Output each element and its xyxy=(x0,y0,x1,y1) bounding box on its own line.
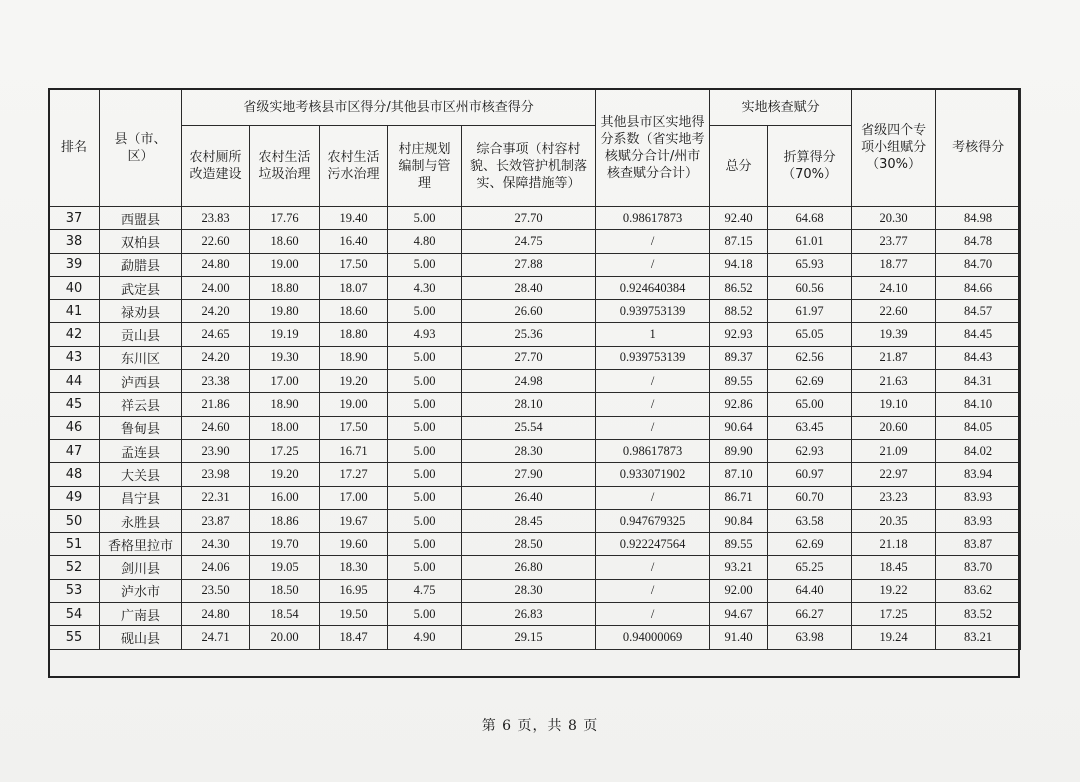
cell-coef: / xyxy=(596,486,710,509)
cell-total: 89.37 xyxy=(710,346,768,369)
cell-special: 18.45 xyxy=(852,556,936,579)
cell-conv: 62.69 xyxy=(768,370,852,393)
cell-rank: 51 xyxy=(49,533,100,556)
cell-comp: 26.60 xyxy=(462,300,596,323)
cell-garbage: 17.00 xyxy=(250,370,320,393)
cell-toilet: 23.50 xyxy=(182,579,250,602)
cell-comp: 28.45 xyxy=(462,509,596,532)
cell-coef: / xyxy=(596,603,710,626)
cell-rank: 43 xyxy=(49,346,100,369)
cell-comp: 27.70 xyxy=(462,207,596,230)
cell-comp: 25.54 xyxy=(462,416,596,439)
cell-rank: 54 xyxy=(49,603,100,626)
header-county: 县（市、区） xyxy=(100,89,182,207)
cell-planning: 5.00 xyxy=(388,439,462,462)
cell-special: 21.63 xyxy=(852,370,936,393)
cell-total: 93.21 xyxy=(710,556,768,579)
cell-coef: 0.98617873 xyxy=(596,439,710,462)
table-row xyxy=(49,533,1021,556)
table-body xyxy=(49,207,1021,650)
cell-total: 90.64 xyxy=(710,416,768,439)
cell-coef: / xyxy=(596,370,710,393)
cell-toilet: 24.30 xyxy=(182,533,250,556)
cell-garbage: 19.19 xyxy=(250,323,320,346)
cell-conv: 63.58 xyxy=(768,509,852,532)
cell-sewage: 18.60 xyxy=(320,300,388,323)
cell-rank: 47 xyxy=(49,439,100,462)
cell-toilet: 23.87 xyxy=(182,509,250,532)
cell-conv: 63.98 xyxy=(768,626,852,649)
cell-final: 84.10 xyxy=(936,393,1021,416)
cell-garbage: 18.50 xyxy=(250,579,320,602)
cell-comp: 28.50 xyxy=(462,533,596,556)
cell-planning: 5.00 xyxy=(388,393,462,416)
table-row xyxy=(49,463,1021,486)
cell-toilet: 24.06 xyxy=(182,556,250,579)
cell-special: 18.77 xyxy=(852,253,936,276)
cell-county: 大关县 xyxy=(100,463,182,486)
cell-county: 鲁甸县 xyxy=(100,416,182,439)
cell-garbage: 18.90 xyxy=(250,393,320,416)
cell-toilet: 24.71 xyxy=(182,626,250,649)
cell-conv: 64.40 xyxy=(768,579,852,602)
cell-planning: 5.00 xyxy=(388,346,462,369)
header-rank: 排名 xyxy=(49,89,100,207)
cell-toilet: 23.90 xyxy=(182,439,250,462)
cell-total: 89.55 xyxy=(710,533,768,556)
cell-conv: 62.69 xyxy=(768,533,852,556)
cell-special: 22.97 xyxy=(852,463,936,486)
cell-conv: 60.56 xyxy=(768,276,852,299)
cell-coef: 0.939753139 xyxy=(596,346,710,369)
cell-toilet: 21.86 xyxy=(182,393,250,416)
cell-garbage: 19.20 xyxy=(250,463,320,486)
cell-conv: 65.25 xyxy=(768,556,852,579)
cell-county: 双柏县 xyxy=(100,230,182,253)
table-row xyxy=(49,416,1021,439)
header-comprehensive: 综合事项（村容村貌、长效管护机制落实、保障措施等） xyxy=(462,126,596,207)
cell-total: 86.52 xyxy=(710,276,768,299)
cell-total: 92.40 xyxy=(710,207,768,230)
cell-total: 90.84 xyxy=(710,509,768,532)
table-row xyxy=(49,626,1021,649)
cell-final: 84.70 xyxy=(936,253,1021,276)
cell-garbage: 19.80 xyxy=(250,300,320,323)
cell-rank: 41 xyxy=(49,300,100,323)
cell-toilet: 24.00 xyxy=(182,276,250,299)
header-final: 考核得分 xyxy=(936,89,1021,207)
cell-planning: 5.00 xyxy=(388,416,462,439)
cell-rank: 49 xyxy=(49,486,100,509)
cell-garbage: 19.70 xyxy=(250,533,320,556)
cell-sewage: 19.20 xyxy=(320,370,388,393)
cell-comp: 29.15 xyxy=(462,626,596,649)
cell-special: 20.60 xyxy=(852,416,936,439)
table-row xyxy=(49,300,1021,323)
header-converted: 折算得分（70%） xyxy=(768,126,852,207)
cell-county: 武定县 xyxy=(100,276,182,299)
cell-conv: 60.70 xyxy=(768,486,852,509)
cell-coef: / xyxy=(596,230,710,253)
cell-planning: 5.00 xyxy=(388,556,462,579)
cell-rank: 50 xyxy=(49,509,100,532)
cell-toilet: 22.60 xyxy=(182,230,250,253)
cell-sewage: 17.50 xyxy=(320,416,388,439)
cell-coef: / xyxy=(596,579,710,602)
cell-county: 香格里拉市 xyxy=(100,533,182,556)
cell-planning: 5.00 xyxy=(388,300,462,323)
cell-total: 92.86 xyxy=(710,393,768,416)
cell-comp: 24.75 xyxy=(462,230,596,253)
cell-toilet: 23.83 xyxy=(182,207,250,230)
cell-comp: 27.70 xyxy=(462,346,596,369)
cell-garbage: 18.54 xyxy=(250,603,320,626)
cell-garbage: 17.76 xyxy=(250,207,320,230)
cell-special: 23.23 xyxy=(852,486,936,509)
cell-total: 89.90 xyxy=(710,439,768,462)
header-field-group: 实地核查赋分 xyxy=(710,89,852,126)
table-row xyxy=(49,276,1021,299)
cell-final: 84.66 xyxy=(936,276,1021,299)
header-special: 省级四个专项小组赋分（30%） xyxy=(852,89,936,207)
cell-conv: 63.45 xyxy=(768,416,852,439)
cell-toilet: 23.98 xyxy=(182,463,250,486)
table-row xyxy=(49,323,1021,346)
cell-rank: 40 xyxy=(49,276,100,299)
cell-comp: 27.88 xyxy=(462,253,596,276)
cell-sewage: 18.47 xyxy=(320,626,388,649)
cell-special: 20.30 xyxy=(852,207,936,230)
cell-comp: 24.98 xyxy=(462,370,596,393)
cell-garbage: 18.00 xyxy=(250,416,320,439)
table-row xyxy=(49,556,1021,579)
cell-sewage: 18.80 xyxy=(320,323,388,346)
cell-final: 84.05 xyxy=(936,416,1021,439)
cell-final: 83.70 xyxy=(936,556,1021,579)
header-planning: 村庄规划编制与管理 xyxy=(388,126,462,207)
cell-rank: 38 xyxy=(49,230,100,253)
cell-conv: 61.97 xyxy=(768,300,852,323)
cell-garbage: 19.30 xyxy=(250,346,320,369)
table-row xyxy=(49,253,1021,276)
cell-conv: 62.56 xyxy=(768,346,852,369)
cell-coef: / xyxy=(596,253,710,276)
cell-special: 19.22 xyxy=(852,579,936,602)
cell-final: 83.87 xyxy=(936,533,1021,556)
cell-sewage: 18.30 xyxy=(320,556,388,579)
cell-planning: 5.00 xyxy=(388,533,462,556)
cell-total: 94.18 xyxy=(710,253,768,276)
cell-total: 91.40 xyxy=(710,626,768,649)
cell-sewage: 19.50 xyxy=(320,603,388,626)
cell-comp: 25.36 xyxy=(462,323,596,346)
score-table xyxy=(48,88,1021,650)
cell-conv: 65.93 xyxy=(768,253,852,276)
cell-total: 87.10 xyxy=(710,463,768,486)
cell-county: 广南县 xyxy=(100,603,182,626)
cell-county: 孟连县 xyxy=(100,439,182,462)
header-provincial-group: 省级实地考核县市区得分/其他县市区州市核查得分 xyxy=(182,89,596,126)
cell-toilet: 22.31 xyxy=(182,486,250,509)
cell-rank: 44 xyxy=(49,370,100,393)
cell-sewage: 17.27 xyxy=(320,463,388,486)
cell-planning: 5.00 xyxy=(388,463,462,486)
cell-conv: 62.93 xyxy=(768,439,852,462)
header-coefficient: 其他县市区实地得分系数（省实地考核赋分合计/州市核查赋分合计） xyxy=(596,89,710,207)
table-row xyxy=(49,393,1021,416)
table-row xyxy=(49,346,1021,369)
cell-planning: 5.00 xyxy=(388,486,462,509)
cell-county: 禄劝县 xyxy=(100,300,182,323)
cell-planning: 5.00 xyxy=(388,603,462,626)
cell-coef: 0.94000069 xyxy=(596,626,710,649)
cell-sewage: 16.71 xyxy=(320,439,388,462)
cell-planning: 5.00 xyxy=(388,253,462,276)
cell-toilet: 24.65 xyxy=(182,323,250,346)
cell-final: 83.93 xyxy=(936,486,1021,509)
header-total: 总分 xyxy=(710,126,768,207)
cell-special: 19.10 xyxy=(852,393,936,416)
cell-total: 89.55 xyxy=(710,370,768,393)
cell-final: 84.98 xyxy=(936,207,1021,230)
cell-conv: 64.68 xyxy=(768,207,852,230)
header-toilet: 农村厕所改造建设 xyxy=(182,126,250,207)
cell-rank: 42 xyxy=(49,323,100,346)
cell-county: 勐腊县 xyxy=(100,253,182,276)
table-row xyxy=(49,230,1021,253)
cell-comp: 26.80 xyxy=(462,556,596,579)
cell-sewage: 19.60 xyxy=(320,533,388,556)
cell-final: 84.78 xyxy=(936,230,1021,253)
cell-total: 92.00 xyxy=(710,579,768,602)
cell-garbage: 19.00 xyxy=(250,253,320,276)
cell-special: 21.09 xyxy=(852,439,936,462)
cell-toilet: 24.80 xyxy=(182,253,250,276)
cell-county: 昌宁县 xyxy=(100,486,182,509)
table-row xyxy=(49,579,1021,602)
cell-special: 21.18 xyxy=(852,533,936,556)
cell-special: 24.10 xyxy=(852,276,936,299)
cell-conv: 65.05 xyxy=(768,323,852,346)
cell-coef: / xyxy=(596,556,710,579)
cell-planning: 4.75 xyxy=(388,579,462,602)
table-row xyxy=(49,370,1021,393)
cell-comp: 26.40 xyxy=(462,486,596,509)
cell-garbage: 18.86 xyxy=(250,509,320,532)
cell-rank: 45 xyxy=(49,393,100,416)
cell-garbage: 18.80 xyxy=(250,276,320,299)
cell-planning: 4.30 xyxy=(388,276,462,299)
cell-rank: 37 xyxy=(49,207,100,230)
header-sewage: 农村生活污水治理 xyxy=(320,126,388,207)
cell-sewage: 17.00 xyxy=(320,486,388,509)
cell-rank: 52 xyxy=(49,556,100,579)
cell-final: 84.02 xyxy=(936,439,1021,462)
cell-toilet: 24.20 xyxy=(182,346,250,369)
cell-total: 87.15 xyxy=(710,230,768,253)
cell-coef: / xyxy=(596,393,710,416)
cell-county: 贡山县 xyxy=(100,323,182,346)
cell-rank: 55 xyxy=(49,626,100,649)
cell-coef: 0.933071902 xyxy=(596,463,710,486)
cell-sewage: 19.00 xyxy=(320,393,388,416)
cell-final: 83.94 xyxy=(936,463,1021,486)
cell-final: 84.31 xyxy=(936,370,1021,393)
cell-coef: 0.939753139 xyxy=(596,300,710,323)
page-number-footer: 第 6 页，共 8 页 xyxy=(481,718,599,734)
cell-final: 84.45 xyxy=(936,323,1021,346)
cell-county: 泸西县 xyxy=(100,370,182,393)
cell-final: 84.43 xyxy=(936,346,1021,369)
cell-planning: 4.90 xyxy=(388,626,462,649)
cell-conv: 60.97 xyxy=(768,463,852,486)
cell-final: 84.57 xyxy=(936,300,1021,323)
cell-county: 祥云县 xyxy=(100,393,182,416)
cell-special: 22.60 xyxy=(852,300,936,323)
cell-comp: 28.40 xyxy=(462,276,596,299)
cell-total: 86.71 xyxy=(710,486,768,509)
cell-special: 20.35 xyxy=(852,509,936,532)
cell-sewage: 19.67 xyxy=(320,509,388,532)
cell-toilet: 24.80 xyxy=(182,603,250,626)
cell-sewage: 19.40 xyxy=(320,207,388,230)
cell-comp: 28.30 xyxy=(462,439,596,462)
cell-county: 剑川县 xyxy=(100,556,182,579)
cell-planning: 5.00 xyxy=(388,207,462,230)
cell-toilet: 23.38 xyxy=(182,370,250,393)
cell-comp: 28.30 xyxy=(462,579,596,602)
cell-comp: 27.90 xyxy=(462,463,596,486)
table-row xyxy=(49,603,1021,626)
cell-special: 17.25 xyxy=(852,603,936,626)
cell-coef: 0.947679325 xyxy=(596,509,710,532)
cell-county: 泸水市 xyxy=(100,579,182,602)
cell-toilet: 24.20 xyxy=(182,300,250,323)
table-row xyxy=(49,486,1021,509)
cell-final: 83.52 xyxy=(936,603,1021,626)
cell-garbage: 16.00 xyxy=(250,486,320,509)
cell-special: 23.77 xyxy=(852,230,936,253)
cell-total: 88.52 xyxy=(710,300,768,323)
cell-comp: 26.83 xyxy=(462,603,596,626)
cell-garbage: 18.60 xyxy=(250,230,320,253)
cell-sewage: 18.90 xyxy=(320,346,388,369)
cell-county: 西盟县 xyxy=(100,207,182,230)
cell-final: 83.93 xyxy=(936,509,1021,532)
cell-coef: 0.924640384 xyxy=(596,276,710,299)
cell-coef: 1 xyxy=(596,323,710,346)
cell-total: 94.67 xyxy=(710,603,768,626)
cell-special: 19.39 xyxy=(852,323,936,346)
cell-county: 永胜县 xyxy=(100,509,182,532)
cell-rank: 39 xyxy=(49,253,100,276)
cell-special: 19.24 xyxy=(852,626,936,649)
cell-garbage: 19.05 xyxy=(250,556,320,579)
table-row xyxy=(49,439,1021,462)
cell-final: 83.21 xyxy=(936,626,1021,649)
cell-planning: 4.80 xyxy=(388,230,462,253)
cell-planning: 5.00 xyxy=(388,509,462,532)
cell-sewage: 17.50 xyxy=(320,253,388,276)
cell-conv: 65.00 xyxy=(768,393,852,416)
cell-planning: 4.93 xyxy=(388,323,462,346)
cell-coef: 0.98617873 xyxy=(596,207,710,230)
cell-coef: / xyxy=(596,416,710,439)
header-garbage: 农村生活垃圾治理 xyxy=(250,126,320,207)
cell-county: 砚山县 xyxy=(100,626,182,649)
cell-conv: 66.27 xyxy=(768,603,852,626)
cell-final: 83.62 xyxy=(936,579,1021,602)
cell-sewage: 16.95 xyxy=(320,579,388,602)
cell-rank: 53 xyxy=(49,579,100,602)
cell-garbage: 20.00 xyxy=(250,626,320,649)
table-row xyxy=(49,509,1021,532)
cell-toilet: 24.60 xyxy=(182,416,250,439)
cell-sewage: 18.07 xyxy=(320,276,388,299)
cell-county: 东川区 xyxy=(100,346,182,369)
cell-planning: 5.00 xyxy=(388,370,462,393)
cell-garbage: 17.25 xyxy=(250,439,320,462)
cell-comp: 28.10 xyxy=(462,393,596,416)
cell-rank: 48 xyxy=(49,463,100,486)
table-row xyxy=(49,207,1021,230)
cell-total: 92.93 xyxy=(710,323,768,346)
cell-coef: 0.922247564 xyxy=(596,533,710,556)
cell-conv: 61.01 xyxy=(768,230,852,253)
cell-rank: 46 xyxy=(49,416,100,439)
cell-special: 21.87 xyxy=(852,346,936,369)
cell-sewage: 16.40 xyxy=(320,230,388,253)
